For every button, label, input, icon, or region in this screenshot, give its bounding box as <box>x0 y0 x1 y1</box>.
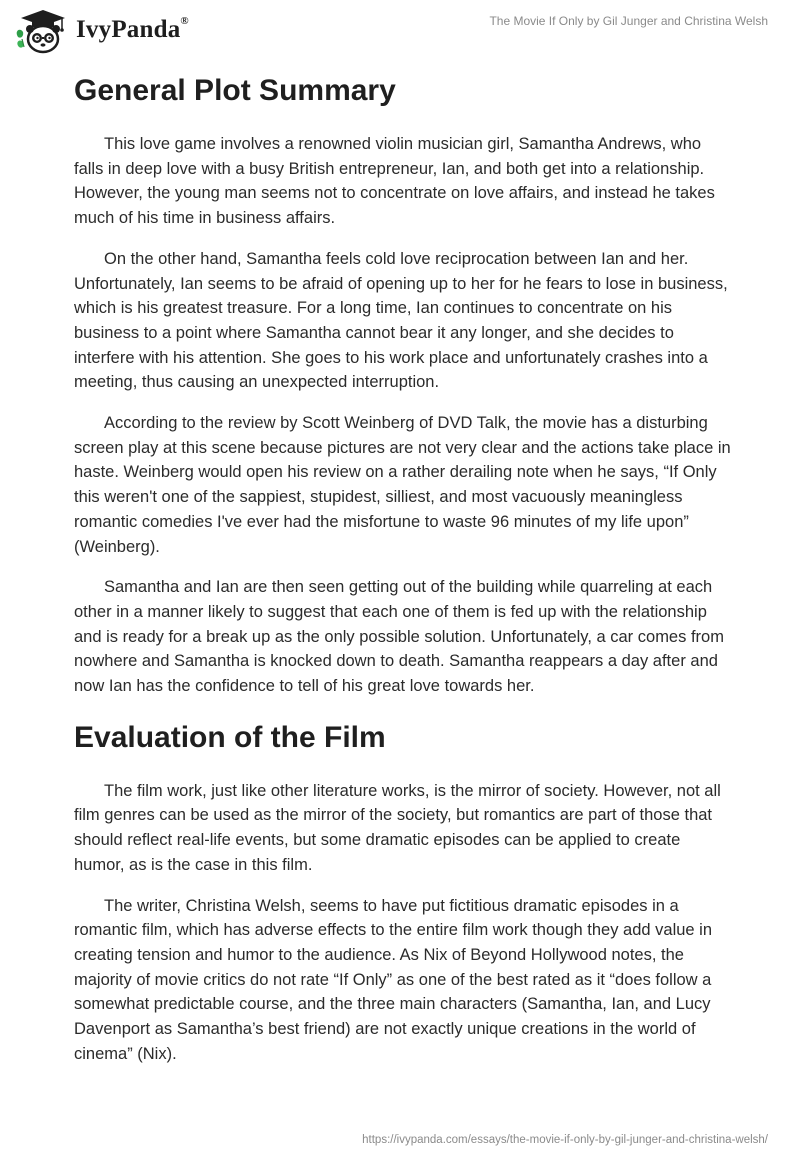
section-heading-plot-summary: General Plot Summary <box>74 74 396 107</box>
paragraph: This love game involves a renowned violin musician girl, Samantha Andrews, who falls in deep love with a busy British entrepreneur, Ian, and both get into a relationship. However, the young man seems not to concentrate on love affairs, and instead he takes much of his time in business affairs. <box>74 135 715 228</box>
paragraph: On the other hand, Samantha feels cold love reciprocation between Ian and her. Unfortunately, Ian seems to be afraid of opening up to her for he fears to lose in business, which is his greatest treasure. For a long time, Ian continues to concentrate on his business to a point where Samantha cannot bear it any longer, and she decides to interfere with his attention. She goes to his work place and unfortunately crashes into a meeting, thus causing an unexpected interruption. <box>74 249 728 392</box>
paragraph: The film work, just like other literature works, is the mirror of society. However, not all film genres can be used as the mirror of the society, but romantics are part of those that should reflect real-life events, but some dramatic episodes can be applied to create humor, as is the case in this film. <box>74 781 721 874</box>
ivypanda-logo[interactable] <box>14 7 189 57</box>
section-heading-evaluation: Evaluation of the Film <box>74 720 386 754</box>
source-url[interactable]: https://ivypanda.com/essays/the-movie-if-only-by-gil-junger-and-christina-welsh/ <box>362 1134 768 1146</box>
brand-name: IvyPanda® <box>76 14 189 43</box>
panda-graduate-icon <box>14 7 72 57</box>
document-title: The Movie If Only by Gil Junger and Christina Welsh <box>489 14 768 28</box>
essay-body <box>74 72 734 1067</box>
paragraph: According to the review by Scott Weinberg of DVD Talk, the movie has a disturbing screen play at this scene because pictures are not very clear and the actions take place in haste. Weinberg would open his review on a rather derailing note when he says, “If Only this weren't one of the sappiest, stupidest, silliest, and most vacuously meaningless romantic comedies I've ever had the misfortune to waste 96 minutes of my life upon” (Weinberg). <box>74 414 731 556</box>
page-header <box>0 0 800 60</box>
paragraph: Samantha and Ian are then seen getting out of the building while quarreling at each other in a manner likely to suggest that each one of them is fed up with the relationship and is ready for a break up as the only possible solution. Unfortunately, a car comes from nowhere and Samantha is knocked down to death. Samantha reappears a day after and now Ian has the confidence to tell of his great love towards her. <box>74 578 724 696</box>
paragraph: The writer, Christina Welsh, seems to have put fictitious dramatic episodes in a romantic film, which has adverse effects to the entire film work though they add value in creating tension and humor to the audience. As Nix of Beyond Hollywood notes, the majority of movie critics do not rate “If Only” as one of the best rated as it “does follow a somewhat predictable course, and the three main characters (Samantha, Ian, and Lucy Davenport as Samantha’s best friend) are not exactly unique creations in the world of cinema” (Nix). <box>74 896 713 1063</box>
